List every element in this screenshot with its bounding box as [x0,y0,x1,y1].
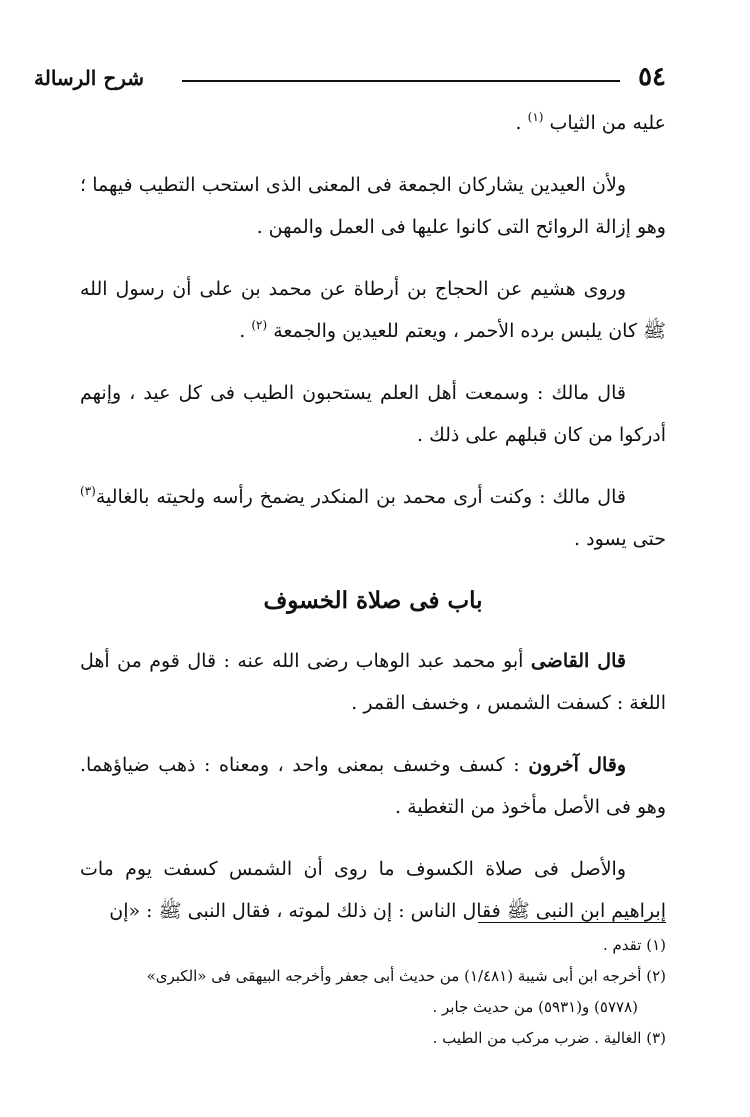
main-text [80,102,666,948]
paragraph-8: والأصل فى صلاة الكسوف ما روى أن الشمس كسفت يوم مات إبراهيم ابن النبى ﷺ فقال الناس : إن ذلك لموته ، فقال النبى ﷺ : «إن [80,858,666,922]
footnote-2-continued: (٥٧٧٨) و(٥٩٣١) من حديث جابر . [432,998,638,1016]
footnote-rule [478,922,666,923]
paragraph-text: : كسف وخسف بمعنى واحد ، ومعناه : ذهب ضياؤهما. وهو فى الأصل مأخوذ من التغطية . [80,754,666,818]
paragraph-end: . [515,112,528,134]
paragraph-7 [80,744,666,828]
paragraph-5 [80,476,666,560]
footnote-ref-2[interactable]: (٢) [251,318,268,332]
footnote-ref-1[interactable]: (١) [527,110,544,124]
speaker-label: قال القاضى [530,650,626,672]
page-number: ٥٤ [638,62,666,92]
paragraph-text: وروى هشيم عن الحجاج بن أرطاة عن محمد بن على أن رسول الله ﷺ كان يلبس برده الأحمر ، ويعتم للعيدين والجمعة [80,278,666,342]
footnotes [80,930,666,1054]
paragraph-text: قال مالك : وكنت أرى محمد بن المنكدر يضمخ رأسه ولحيته بالغالية [95,486,626,508]
page-header [34,60,666,100]
paragraph-1 [80,102,666,144]
footnote-3: (٣) الغالية . ضرب مركب من الطيب . [432,1029,666,1047]
header-rule [182,80,620,82]
paragraph-text: عليه من الثياب [549,112,666,134]
paragraph-end: . [239,320,252,342]
paragraph-4: قال مالك : وسمعت أهل العلم يستحبون الطيب فى كل عيد ، وإنهم أدركوا من كان قبلهم على ذلك . [80,382,666,446]
paragraph-2: ولأن العيدين يشاركان الجمعة فى المعنى الذى استحب التطيب فيهما ؛ وهو إزالة الروائح التى كانوا عليها فى العمل والمهن . [80,174,666,238]
paragraph-end: حتى يسود . [574,528,666,550]
running-title: شرح الرسالة [34,66,145,90]
paragraph-6 [80,640,666,724]
section-heading: باب فى صلاة الخسوف [263,587,483,614]
footnote-2: (٢) أخرجه ابن أبى شيبة (١/٤٨١) من حديث أبى جعفر وأخرجه البيهقى فى «الكبرى» [146,967,666,985]
footnote-1: (١) تقدم . [602,936,666,954]
paragraph-3 [80,268,666,352]
paragraph-text: أبو محمد عبد الوهاب رضى الله عنه : قال قوم من أهل اللغة : كسفت الشمس ، وخسف القمر . [80,650,666,714]
footnote-ref-3[interactable]: (٣) [80,484,96,498]
speaker-label: وقال آخرون [528,754,626,776]
